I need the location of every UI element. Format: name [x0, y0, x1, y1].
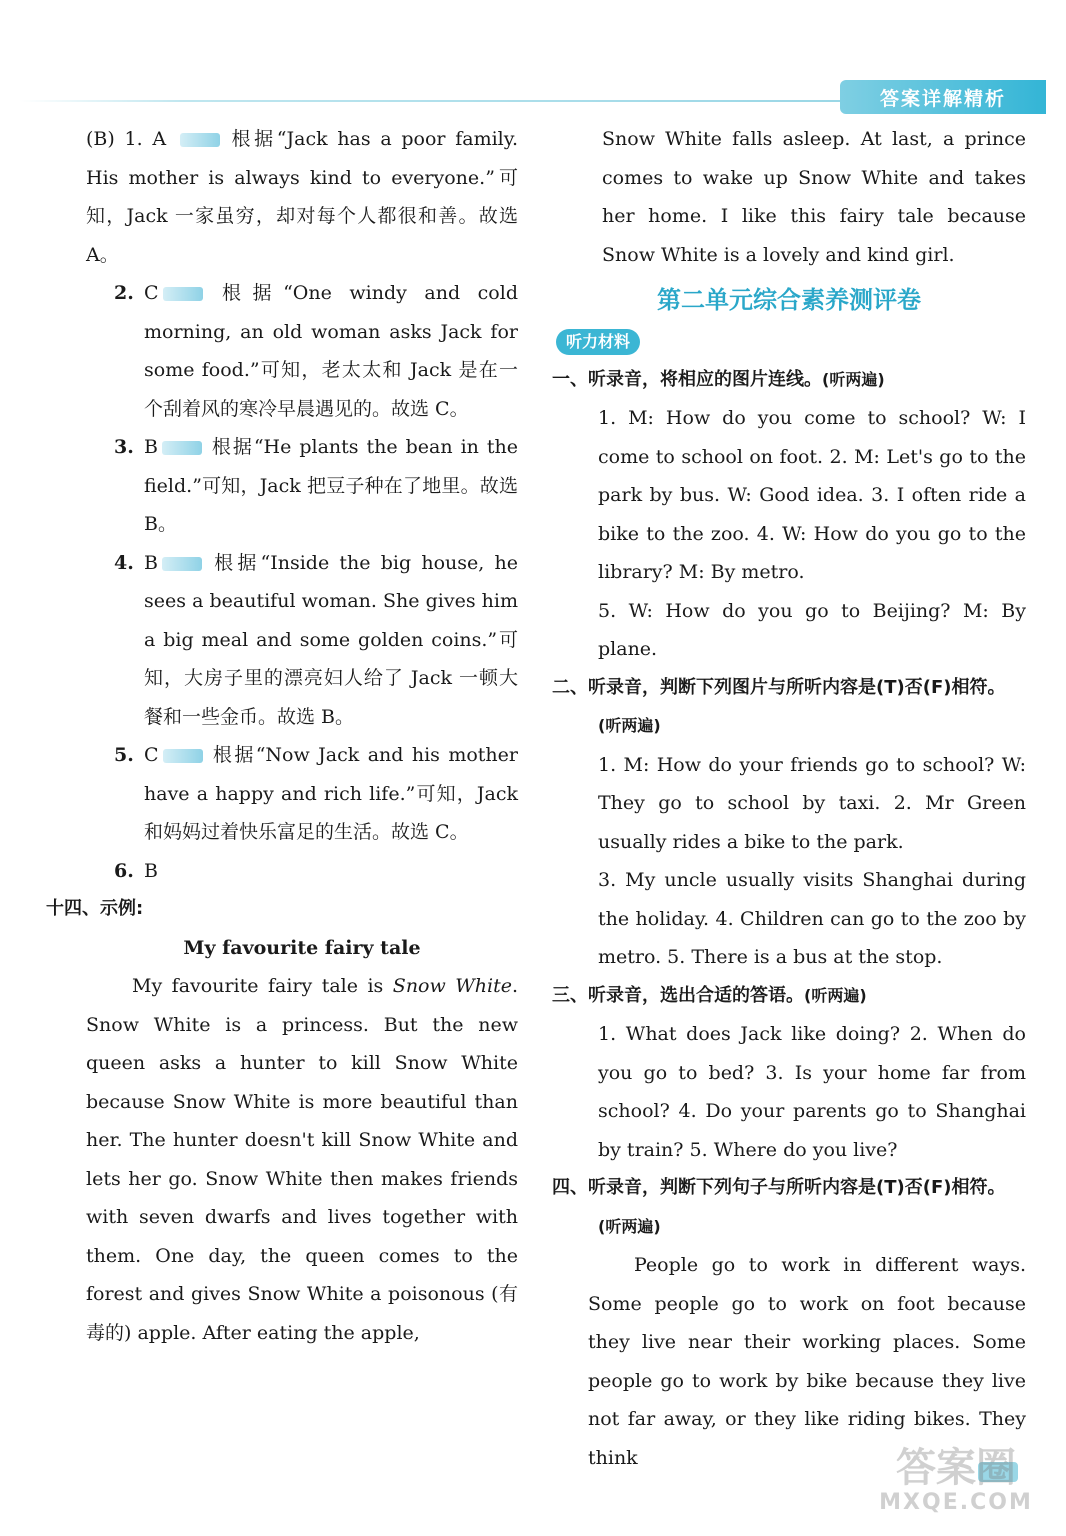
- answer-number: 5.: [114, 744, 134, 766]
- left-column: [46, 120, 519, 1352]
- essay-text-emphasis: Snow White: [392, 975, 512, 997]
- watermark-text: 答案圈: [896, 1445, 1016, 1491]
- answer-choice: B: [144, 859, 158, 882]
- answer-choice: C: [144, 282, 159, 304]
- question-4-note: (听两遍): [598, 1216, 661, 1236]
- question-1-title: 一、听录音，将相应的图片连线。: [552, 368, 822, 390]
- answer-text: 根据“Now Jack and his mother have a happy and rich life.”可知，Jack 和妈妈过着快乐富足的生活。故选 C。: [144, 744, 518, 843]
- essay-text-pre: My favourite fairy tale is: [132, 975, 393, 997]
- question-1-body-2: 5. W: How do you go to Beijing? M: By plane.: [598, 599, 1026, 660]
- header-rule: [20, 100, 840, 102]
- question-1-body: 1. M: How do you come to school? W: I come to school on foot. 2. M: Let's go to the park by bus. W: Good idea. 3. I often ride a bike to the zoo. 4. W: How do you go to the library? M: By metro.: [598, 407, 1026, 583]
- question-4-body: People go to work in different ways. Some people go to work on foot because they live near their working places. Some people go to work by bike because they live not far away, or they like riding bikes. They think: [588, 1254, 1026, 1469]
- answer-number: 4.: [114, 551, 134, 574]
- answer-item-3: [86, 428, 518, 544]
- unit-title: 第二单元综合素养测评卷: [657, 286, 921, 314]
- question-3-title: 三、听录音，选出合适的答语。: [552, 984, 804, 1006]
- essay-paragraph: [86, 967, 518, 1352]
- answer-text: 根据“He plants the bean in the field.”可知，Jack 把豆子种在了地里。故选 B。: [144, 436, 518, 535]
- question-1-note: (听两遍): [822, 369, 885, 389]
- answer-item-2: [86, 274, 518, 428]
- section-14-heading: 十四、示例:: [46, 898, 144, 919]
- question-2-body: 1. M: How do your friends go to school? W: They go to school by taxi. 2. Mr Green usually rides a bike to the park.: [598, 753, 1026, 853]
- question-4-title: 四、听录音，判断下列句子与所听内容是(T)否(F)相符。: [552, 1177, 1006, 1198]
- question-3-note: (听两遍): [804, 985, 867, 1005]
- question-2-note: (听两遍): [598, 716, 661, 735]
- analysis-tag-icon: [162, 441, 202, 455]
- answer-item-1: [86, 120, 518, 274]
- question-2-body-2: 3. My uncle usually visits Shanghai during the holiday. 4. Children can go to the zoo by metro. 5. There is a bus at the stop.: [598, 869, 1026, 968]
- answer-1-prefix: (B) 1. A: [86, 128, 176, 150]
- question-2-heading: [552, 669, 1026, 746]
- analysis-tag-icon: [163, 749, 203, 763]
- answer-text: 根据“Inside the big house, he sees a beautiful woman. She gives him a big meal and some golden coins.”可知，大房子里的漂亮妇人给了 Jack 一顿大餐和一些金币。故选 B。: [144, 551, 518, 728]
- listening-material-badge: 听力材料: [556, 329, 640, 355]
- question-3-body: 1. What does Jack like doing? 2. When do you go to bed? 3. Is your home far from school? 4. Do your parents go to Shanghai by train? 5. Where do you live?: [598, 1023, 1026, 1161]
- answer-choice: C: [144, 744, 159, 766]
- analysis-tag-icon: [180, 133, 220, 147]
- analysis-tag-icon: [163, 287, 203, 301]
- question-2-title: 二、听录音，判断下列图片与所听内容是(T)否(F)相符。: [552, 676, 1006, 698]
- answer-1-text: 根据“Jack has a poor family. His mother is always kind to everyone.”可知，Jack 一家虽穷，却对每个人都很和善。故选 A。: [86, 128, 518, 266]
- answer-number: 2.: [114, 282, 134, 304]
- answer-choice: B: [144, 551, 158, 574]
- watermark-logo: [866, 1446, 1046, 1516]
- right-column: [552, 120, 1026, 1477]
- answer-item-4: [86, 544, 518, 737]
- essay-continuation: Snow White falls asleep. At last, a prince comes to wake up Snow White and takes her home. I like this fairy tale because Snow White is a lovely and kind girl.: [602, 128, 1026, 266]
- answer-number: 6.: [114, 859, 134, 882]
- analysis-tag-icon: [162, 557, 202, 571]
- section-header-tab: 答案详解精析: [840, 80, 1046, 114]
- answer-item-6: [86, 852, 518, 891]
- answer-item-5: [86, 736, 518, 852]
- question-3-heading: [552, 977, 1026, 1016]
- answer-choice: B: [144, 436, 158, 458]
- essay-text-post: . Snow White is a princess. But the new queen asks a hunter to kill Snow White because Snow White is more beautiful than her. The hunter doesn't kill Snow White and lets her go. Snow White then makes friends with seven dwarfs and lives together with them. One day, the queen comes to the forest and gives Snow White a poisonous (有毒的) apple. After eating the apple,: [86, 975, 519, 1344]
- essay-title: My favourite fairy tale: [183, 936, 421, 959]
- answer-number: 3.: [114, 436, 134, 458]
- answer-text: 根据“One windy and cold morning, an old woman asks Jack for some food.”可知，老太太和 Jack 是在一个刮着风的寒冷早晨遇见的。故选 C。: [144, 282, 518, 420]
- question-4-heading: [552, 1169, 1026, 1246]
- watermark-url: MXQE.COM: [879, 1490, 1033, 1515]
- question-1-heading: [552, 361, 1026, 400]
